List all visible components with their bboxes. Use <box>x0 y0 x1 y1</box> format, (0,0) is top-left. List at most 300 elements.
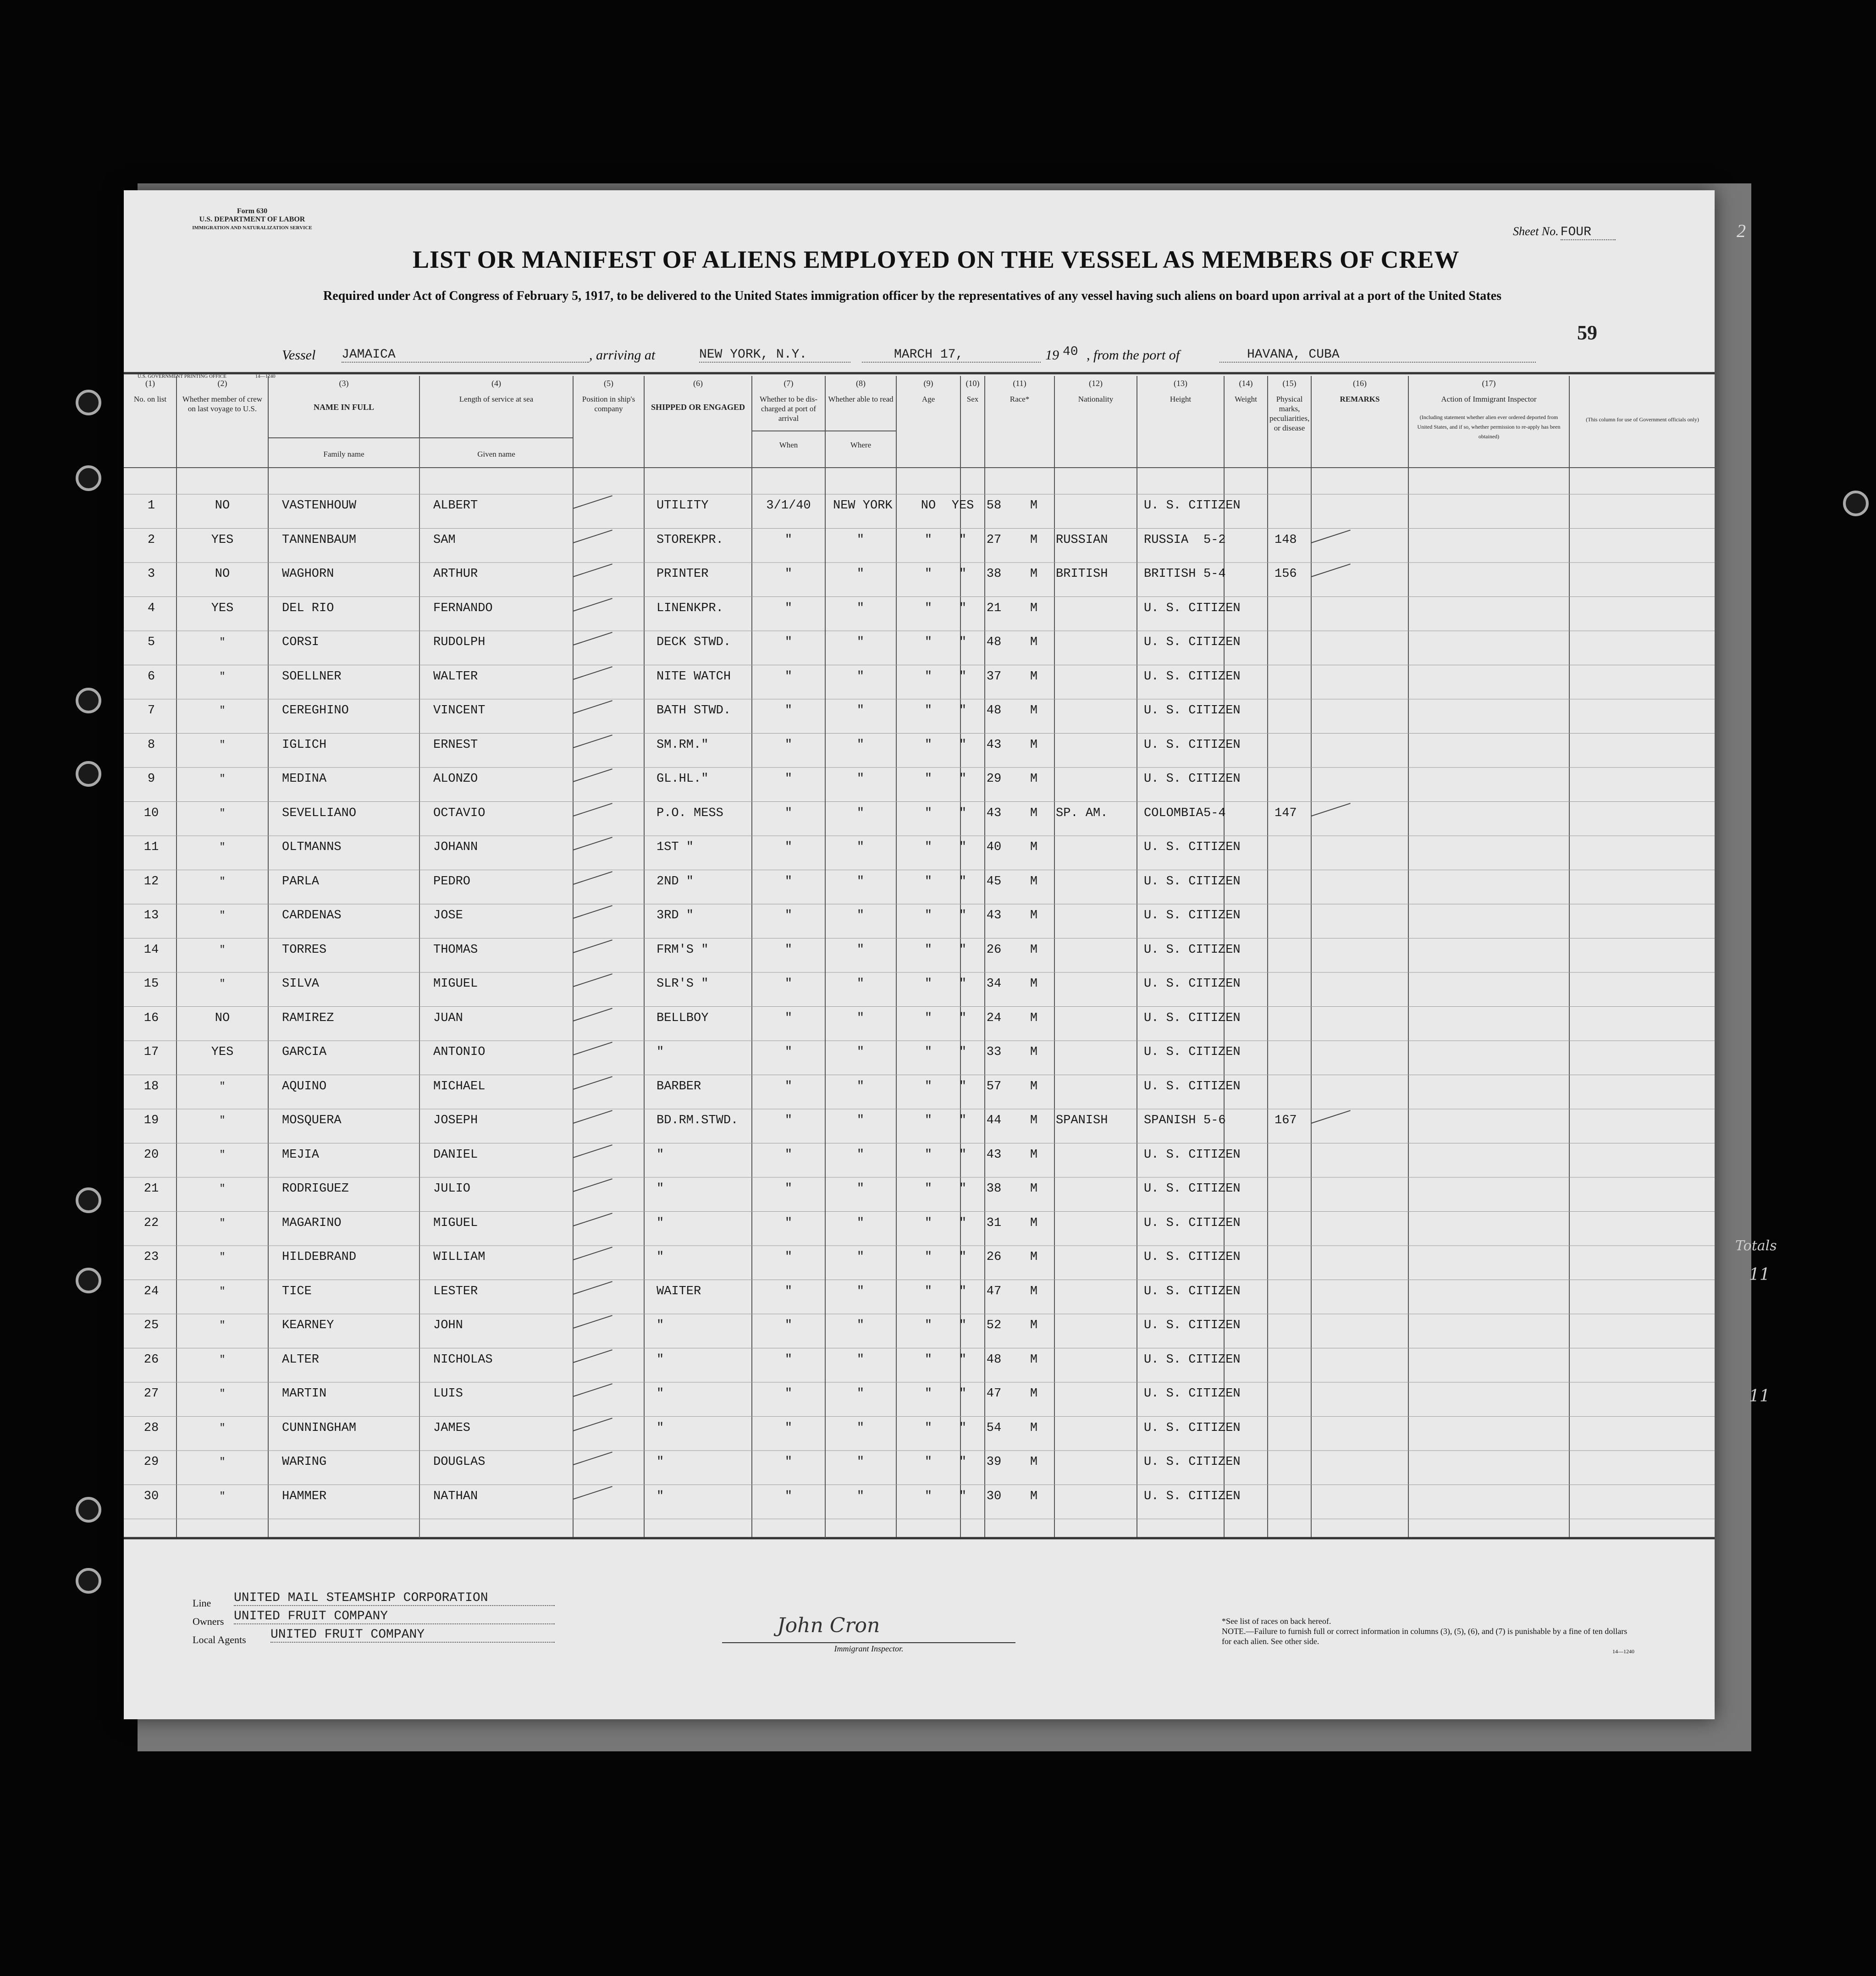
line-label: Line <box>193 1597 211 1609</box>
given-name: JUAN <box>433 1011 463 1025</box>
position: " <box>657 1319 664 1332</box>
sex: M <box>1030 1352 1038 1367</box>
position: PRINTER <box>657 567 709 581</box>
shipped-where: " <box>856 1319 865 1332</box>
given-name: ALBERT <box>433 499 478 513</box>
position: BD.RM.STWD. <box>657 1114 739 1127</box>
nationality: U. S. CITIZEN <box>1144 1489 1241 1503</box>
able-to-read: YES <box>951 499 974 513</box>
row-number: 24 <box>143 1284 159 1298</box>
gpo-code: 14—1240 <box>255 374 276 379</box>
last-voyage: " <box>219 910 226 921</box>
agents-label: Local Agents <box>193 1634 246 1645</box>
able-to-read: " <box>959 1352 967 1367</box>
position: " <box>657 1216 664 1230</box>
given-name: LESTER <box>433 1284 478 1298</box>
shipped-where: " <box>856 1250 865 1264</box>
owners-label: Owners <box>193 1616 224 1627</box>
last-voyage: " <box>219 773 226 784</box>
family-name: SEVELLIANO <box>282 806 357 820</box>
last-voyage: " <box>219 636 226 648</box>
race: BRITISH <box>1056 567 1108 581</box>
given-name: NATHAN <box>433 1489 478 1503</box>
discharged: " <box>924 1250 932 1264</box>
row-number: 23 <box>143 1250 159 1264</box>
age: 33 <box>986 1045 1002 1059</box>
age: 29 <box>986 772 1002 786</box>
column-header: Age <box>921 395 935 403</box>
age: 45 <box>986 874 1002 889</box>
discharged: " <box>924 1319 932 1332</box>
column-number: (7) <box>784 379 794 388</box>
nationality: U. S. CITIZEN <box>1144 1045 1241 1059</box>
shipped-when: " <box>784 772 793 786</box>
discharged: " <box>924 738 932 752</box>
nationality: U. S. CITIZEN <box>1144 1284 1241 1298</box>
last-voyage: " <box>219 1251 226 1263</box>
shipped-when: " <box>784 1182 793 1196</box>
position: " <box>657 1250 664 1264</box>
last-voyage: " <box>219 944 226 955</box>
arrival-port: NEW YORK, N.Y. <box>699 348 850 363</box>
margin-mark-b: 11 <box>1749 1387 1770 1406</box>
family-name: MARTIN <box>282 1387 327 1401</box>
able-to-read: " <box>959 1250 967 1264</box>
given-name: LUIS <box>433 1387 463 1401</box>
discharged: " <box>924 943 932 957</box>
shipped-when: " <box>784 943 793 957</box>
position: LINENKPR. <box>657 601 723 615</box>
row-number: 28 <box>143 1421 159 1435</box>
family-name: AQUINO <box>282 1079 327 1093</box>
column-number: (13) <box>1174 379 1187 388</box>
remarks-note: (Including statement whether alien ever ordered deported from United States, and if so, whether permission to re-apply has been obtained) <box>1417 414 1561 440</box>
nationality: U. S. CITIZEN <box>1144 1387 1241 1401</box>
shipped-where: " <box>856 1421 865 1435</box>
family-name: SOELLNER <box>282 669 342 684</box>
position: " <box>657 1421 664 1435</box>
discharged: " <box>924 772 932 786</box>
given-name: ERNEST <box>433 738 478 752</box>
position: FRM'S " <box>657 943 709 957</box>
shipped-when: 3/1/40 <box>766 499 811 513</box>
column-header: Weight <box>1235 395 1257 403</box>
position: " <box>657 1045 664 1059</box>
shipped-when: " <box>784 1421 793 1435</box>
page-title: LIST OR MANIFEST OF ALIENS EMPLOYED ON THE VESSEL AS MEMBERS OF CREW <box>413 246 1460 273</box>
age: 24 <box>986 1011 1002 1025</box>
age: 26 <box>986 1250 1002 1264</box>
nationality: BRITISH <box>1144 567 1196 581</box>
discharged: " <box>924 1284 932 1298</box>
last-voyage: " <box>219 705 226 716</box>
shipped-when: " <box>784 1387 793 1401</box>
shipped-where: " <box>856 840 865 854</box>
position: 1ST " <box>657 840 694 854</box>
shipped-where: " <box>856 806 865 820</box>
column-header: Whether member of crew on last voyage to U.S. <box>182 395 263 413</box>
line-value: UNITED MAIL STEAMSHIP CORPORATION <box>234 1591 555 1606</box>
last-voyage: YES <box>211 601 234 615</box>
vessel-label: Vessel <box>282 348 316 363</box>
able-to-read: " <box>959 1455 967 1469</box>
shipped-when: " <box>784 1148 793 1162</box>
given-name: ANTONIO <box>433 1045 486 1059</box>
column-header: REMARKS <box>1340 395 1380 403</box>
weight: 147 <box>1275 806 1297 820</box>
last-voyage: " <box>219 1388 226 1399</box>
shipped-where: NEW YORK <box>833 499 893 513</box>
given-name: THOMAS <box>433 943 478 957</box>
family-name: MEJIA <box>282 1148 320 1162</box>
shipped-when: " <box>784 1250 793 1264</box>
age: 38 <box>986 1182 1002 1196</box>
where-subheader: Where <box>850 441 872 449</box>
sex: M <box>1030 1421 1038 1435</box>
nationality: U. S. CITIZEN <box>1144 1421 1241 1435</box>
row-number: 6 <box>147 669 155 684</box>
family-name: MAGARINO <box>282 1216 342 1230</box>
last-voyage: " <box>219 1456 226 1468</box>
department-name: U.S. DEPARTMENT OF LABOR <box>199 215 305 223</box>
discharged: " <box>924 806 932 820</box>
column-header: Length of service at sea <box>459 395 534 403</box>
shipped-where: " <box>856 1079 865 1093</box>
last-voyage: " <box>219 1319 226 1331</box>
column-number: (17) <box>1482 379 1496 388</box>
age: 48 <box>986 704 1002 718</box>
able-to-read: " <box>959 943 967 957</box>
discharged: " <box>924 1045 932 1059</box>
row-number: 16 <box>143 1011 159 1025</box>
family-name: CUNNINGHAM <box>282 1421 357 1435</box>
sex: M <box>1030 601 1038 615</box>
year-prefix: 19 <box>1045 348 1059 363</box>
row-number: 25 <box>143 1319 159 1332</box>
page-number: 59 <box>1577 321 1597 344</box>
able-to-read: " <box>959 704 967 718</box>
position: " <box>657 1387 664 1401</box>
shipped-where: " <box>856 669 865 684</box>
row-number: 2 <box>147 533 155 547</box>
nationality: U. S. CITIZEN <box>1144 601 1241 615</box>
from-port-label: , from the port of <box>1087 348 1180 363</box>
inspector-signature: John Cron <box>777 1614 880 1637</box>
given-name: MICHAEL <box>433 1079 486 1093</box>
weight: 167 <box>1275 1114 1297 1127</box>
given-name: DANIEL <box>433 1148 478 1162</box>
year-suffix: 40 <box>1063 345 1078 359</box>
position: SM.RM." <box>657 738 709 752</box>
discharged: " <box>924 840 932 854</box>
discharged: " <box>924 909 932 922</box>
print-code: 14—1240 <box>1612 1648 1634 1655</box>
age: 44 <box>986 1114 1002 1127</box>
given-name: MIGUEL <box>433 977 478 991</box>
family-name: HAMMER <box>282 1489 327 1503</box>
shipped-where: " <box>856 1352 865 1367</box>
age: 27 <box>986 533 1002 547</box>
shipped-when: " <box>784 1011 793 1025</box>
shipped-where: " <box>856 1216 865 1230</box>
given-name: NICHOLAS <box>433 1352 493 1367</box>
column-number: (11) <box>1013 379 1026 388</box>
last-voyage: " <box>219 1422 226 1434</box>
sex: M <box>1030 1011 1038 1025</box>
shipped-where: " <box>856 1284 865 1298</box>
family-name: ALTER <box>282 1352 320 1367</box>
row-number: 12 <box>143 874 159 889</box>
given-name: ARTHUR <box>433 567 478 581</box>
age: 48 <box>986 1352 1002 1367</box>
shipped-when: " <box>784 1114 793 1127</box>
family-name: VASTENHOUW <box>282 499 357 513</box>
margin-mark-a: 11 <box>1749 1265 1770 1284</box>
column-header: Whether to be dis-charged at port of arrival <box>759 395 818 423</box>
column-header: Nationality <box>1078 395 1114 403</box>
family-name: RODRIGUEZ <box>282 1182 349 1196</box>
column-number: (5) <box>604 379 613 388</box>
shipped-when: " <box>784 1319 793 1332</box>
age: 34 <box>986 977 1002 991</box>
column-number: (10) <box>966 379 980 388</box>
family-name: KEARNEY <box>282 1319 334 1332</box>
nationality: U. S. CITIZEN <box>1144 704 1241 718</box>
column-number: (16) <box>1353 379 1367 388</box>
family-name: WARING <box>282 1455 327 1469</box>
nationality: U. S. CITIZEN <box>1144 977 1241 991</box>
margin-note-top: 2 <box>1737 221 1746 241</box>
sex: M <box>1030 977 1038 991</box>
position: " <box>657 1352 664 1367</box>
nationality: U. S. CITIZEN <box>1144 909 1241 922</box>
position: NITE WATCH <box>657 669 731 684</box>
last-voyage: " <box>219 1217 226 1229</box>
able-to-read: " <box>959 567 967 581</box>
given-name: VINCENT <box>433 704 486 718</box>
family-name: HILDEBRAND <box>282 1250 357 1264</box>
discharged: " <box>924 1114 932 1127</box>
shipped-where: " <box>856 909 865 922</box>
shipped-where: " <box>856 772 865 786</box>
sex: M <box>1030 1114 1038 1127</box>
nationality: COLOMBIA <box>1144 806 1203 820</box>
sex: M <box>1030 772 1038 786</box>
nationality: U. S. CITIZEN <box>1144 1216 1241 1230</box>
column-header: Position in ship's company <box>582 395 635 413</box>
shipped-where: " <box>856 1114 865 1127</box>
row-number: 21 <box>143 1182 159 1196</box>
sex: M <box>1030 1216 1038 1230</box>
given-name: JOHANN <box>433 840 478 854</box>
family-name: TICE <box>282 1284 312 1298</box>
last-voyage: NO <box>215 1011 230 1025</box>
shipped-when: " <box>784 977 793 991</box>
last-voyage: " <box>219 1080 226 1092</box>
nationality: U. S. CITIZEN <box>1144 738 1241 752</box>
given-name: JAMES <box>433 1421 471 1435</box>
age: 40 <box>986 840 1002 854</box>
column-number: (12) <box>1089 379 1103 388</box>
footer-notes <box>1222 1616 1634 1656</box>
sex: M <box>1030 943 1038 957</box>
shipped-where: " <box>856 977 865 991</box>
family-name: TORRES <box>282 943 327 957</box>
column-number: (14) <box>1239 379 1253 388</box>
row-number: 13 <box>143 909 159 922</box>
column-header: Physical marks, peculiarities, or disease <box>1269 395 1309 432</box>
age: 21 <box>986 601 1002 615</box>
row-number: 11 <box>143 840 159 854</box>
able-to-read: " <box>959 1114 967 1127</box>
age: 47 <box>986 1387 1002 1401</box>
given-name: MIGUEL <box>433 1216 478 1230</box>
given-name: WALTER <box>433 669 478 684</box>
able-to-read: " <box>959 977 967 991</box>
shipped-where: " <box>856 635 865 649</box>
departure-port: HAVANA, CUBA <box>1219 348 1536 363</box>
discharged: NO <box>921 499 936 513</box>
position: WAITER <box>657 1284 701 1298</box>
discharged: " <box>924 704 932 718</box>
shipped-when: " <box>784 806 793 820</box>
position: " <box>657 1182 664 1196</box>
able-to-read: " <box>959 806 967 820</box>
last-voyage: YES <box>211 533 234 547</box>
last-voyage: NO <box>215 567 230 581</box>
age: 38 <box>986 567 1002 581</box>
discharged: " <box>924 1455 932 1469</box>
position: " <box>657 1455 664 1469</box>
row-number: 30 <box>143 1489 159 1503</box>
nationality: U. S. CITIZEN <box>1144 1182 1241 1196</box>
nationality: U. S. CITIZEN <box>1144 840 1241 854</box>
nationality: SPANISH <box>1144 1114 1196 1127</box>
shipped-where: " <box>856 1387 865 1401</box>
last-voyage: " <box>219 1490 226 1502</box>
able-to-read: " <box>959 533 967 547</box>
column-number: (8) <box>856 379 866 388</box>
position: " <box>657 1148 664 1162</box>
column-number: (9) <box>923 379 933 388</box>
shipped-where: " <box>856 704 865 718</box>
family-name: PARLA <box>282 874 320 889</box>
shipped-where: " <box>856 874 865 889</box>
given-name: JOSEPH <box>433 1114 478 1127</box>
gpo-name: U.S. GOVERNMENT PRINTING OFFICE <box>138 374 226 379</box>
age: 43 <box>986 806 1002 820</box>
nationality: U. S. CITIZEN <box>1144 635 1241 649</box>
last-voyage: " <box>219 1285 226 1297</box>
shipped-when: " <box>784 1216 793 1230</box>
able-to-read: " <box>959 738 967 752</box>
discharged: " <box>924 1011 932 1025</box>
row-number: 22 <box>143 1216 159 1230</box>
family-name: TANNENBAUM <box>282 533 357 547</box>
family-name: GARCIA <box>282 1045 327 1059</box>
discharged: " <box>924 977 932 991</box>
discharged: " <box>924 1387 932 1401</box>
able-to-read: " <box>959 601 967 615</box>
page-subtitle: Required under Act of Congress of February 5, 1917, to be delivered to the United States immigration officer by the representatives of any vessel having such aliens on board upon arrival at a port of the United States <box>323 289 1501 303</box>
last-voyage: " <box>219 670 226 682</box>
row-number: 15 <box>143 977 159 991</box>
sex: M <box>1030 635 1038 649</box>
shipped-when: " <box>784 1284 793 1298</box>
shipped-where: " <box>856 943 865 957</box>
given-name: SAM <box>433 533 456 547</box>
nationality: U. S. CITIZEN <box>1144 1250 1241 1264</box>
family-name: CORSI <box>282 635 320 649</box>
able-to-read: " <box>959 772 967 786</box>
shipped-when: " <box>784 1045 793 1059</box>
discharged: " <box>924 1216 932 1230</box>
sheet-number-label: Sheet No. <box>1513 225 1559 238</box>
last-voyage: " <box>219 841 226 853</box>
race: SP. AM. <box>1056 806 1108 820</box>
row-number: 18 <box>143 1079 159 1093</box>
able-to-read: " <box>959 1011 967 1025</box>
position: BARBER <box>657 1079 701 1093</box>
column-header: NAME IN FULL <box>313 403 374 412</box>
sex: M <box>1030 567 1038 581</box>
family-name: MEDINA <box>282 772 327 786</box>
shipped-where: " <box>856 1148 865 1162</box>
sex: M <box>1030 533 1038 547</box>
nationality: U. S. CITIZEN <box>1144 943 1241 957</box>
row-number: 4 <box>147 601 155 615</box>
able-to-read: " <box>959 1387 967 1401</box>
row-number: 26 <box>143 1352 159 1367</box>
family-name: OLTMANNS <box>282 840 342 854</box>
row-number: 19 <box>143 1114 159 1127</box>
nationality: U. S. CITIZEN <box>1144 772 1241 786</box>
able-to-read: " <box>959 1489 967 1503</box>
last-voyage: " <box>219 739 226 751</box>
shipped-where: " <box>856 1489 865 1503</box>
discharged: " <box>924 1421 932 1435</box>
shipped-when: " <box>784 1455 793 1469</box>
sex: M <box>1030 499 1038 513</box>
column-number: (2) <box>217 379 227 388</box>
nationality: U. S. CITIZEN <box>1144 669 1241 684</box>
shipped-when: " <box>784 669 793 684</box>
row-number: 14 <box>143 943 159 957</box>
shipped-when: " <box>784 874 793 889</box>
able-to-read: " <box>959 669 967 684</box>
able-to-read: " <box>959 1421 967 1435</box>
nationality: U. S. CITIZEN <box>1144 1148 1241 1162</box>
shipped-when: " <box>784 738 793 752</box>
able-to-read: " <box>959 909 967 922</box>
nationality: U. S. CITIZEN <box>1144 874 1241 889</box>
shipped-where: " <box>856 1045 865 1059</box>
column-header: No. on list <box>133 395 167 403</box>
sex: M <box>1030 1045 1038 1059</box>
family-name: SILVA <box>282 977 320 991</box>
row-number: 3 <box>147 567 155 581</box>
weight: 148 <box>1275 533 1297 547</box>
inspector-label: Immigrant Inspector. <box>834 1644 904 1653</box>
discharged: " <box>924 1489 932 1503</box>
action-note: (This column for use of Government officials only) <box>1586 416 1699 423</box>
family-name: IGLICH <box>282 738 327 752</box>
agents-value: UNITED FRUIT COMPANY <box>270 1628 555 1643</box>
age: 43 <box>986 738 1002 752</box>
nationality: U. S. CITIZEN <box>1144 1455 1241 1469</box>
discharged: " <box>924 1079 932 1093</box>
age: 52 <box>986 1319 1002 1332</box>
